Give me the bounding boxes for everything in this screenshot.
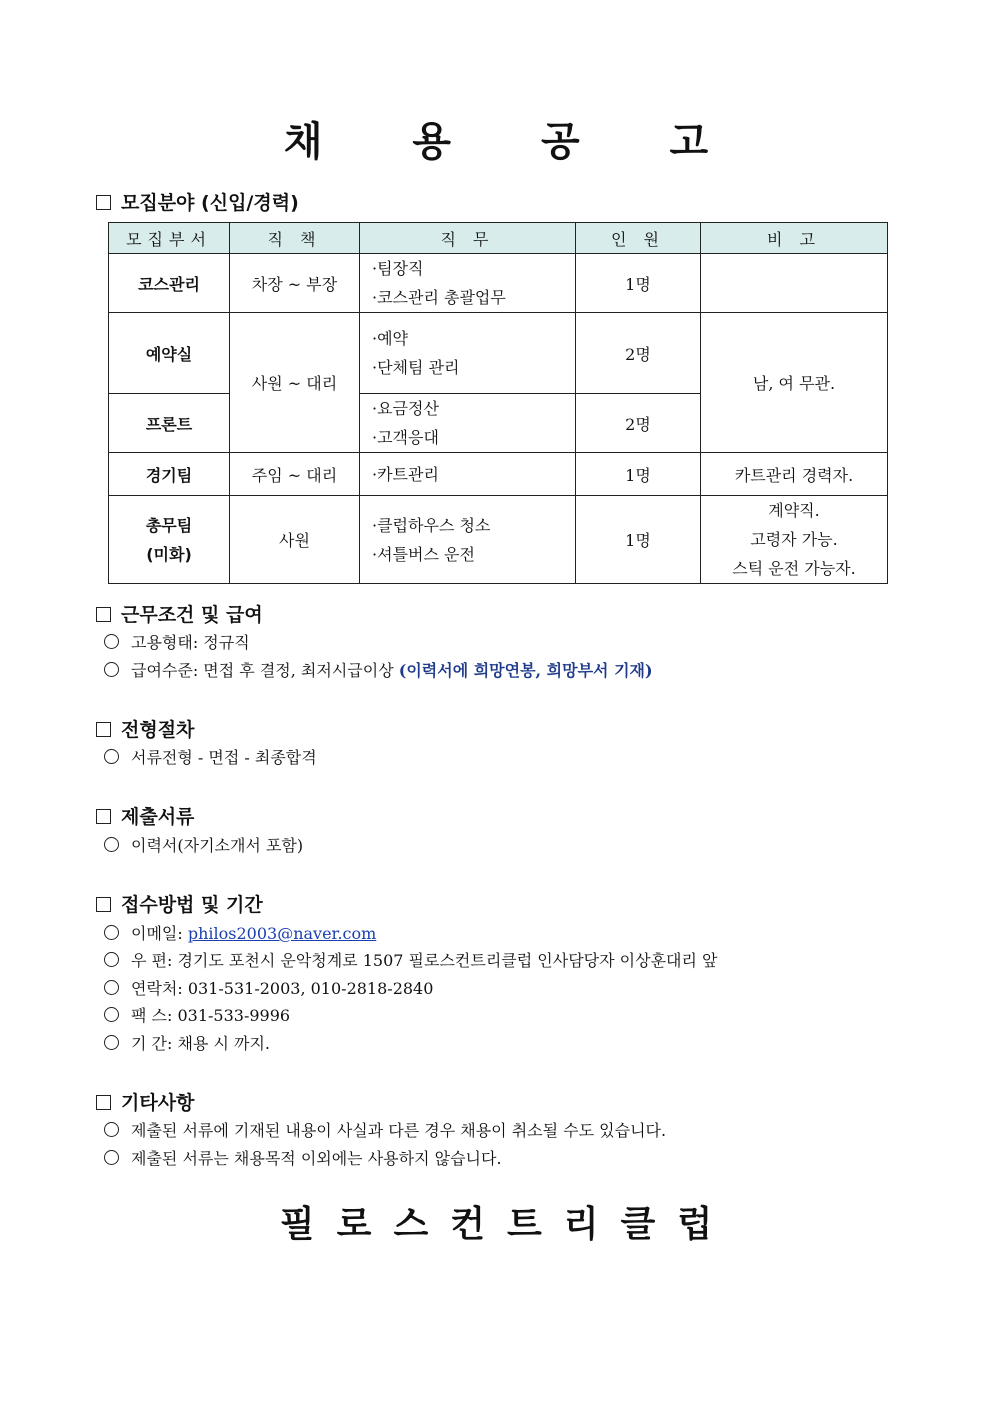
note-cell: 남, 여 무관. — [701, 313, 888, 453]
section-apply-label: 접수방법 및 기간 — [121, 894, 263, 916]
circle-bullet-icon — [104, 1122, 119, 1137]
process-text: 서류전형 - 면접 - 최종합격 — [131, 748, 317, 767]
position-cell: 사원 ~ 대리 — [230, 313, 360, 453]
email-label: 이메일: — [131, 924, 188, 943]
section-conditions-label: 근무조건 및 급여 — [121, 604, 263, 626]
circle-bullet-icon — [104, 749, 119, 764]
header-dept: 모집부서 — [109, 223, 230, 254]
section-process-heading — [96, 715, 194, 742]
circle-bullet-icon — [104, 662, 119, 677]
duty-cell — [360, 254, 576, 313]
list-item — [104, 833, 303, 856]
list-item — [104, 745, 317, 768]
circle-bullet-icon — [104, 925, 119, 940]
circle-bullet-icon — [104, 837, 119, 852]
section-apply-heading — [96, 890, 263, 917]
duty-line: ·예약 — [372, 329, 408, 348]
circle-bullet-icon — [104, 1035, 119, 1050]
count-cell: 1명 — [576, 453, 701, 496]
list-item — [104, 658, 653, 681]
list-item — [104, 976, 433, 999]
duty-line: ·셔틀버스 운전 — [372, 544, 475, 564]
section-documents-label: 제출서류 — [121, 806, 195, 828]
salary-text: 급여수준: 면접 후 결정, 최저시급이상 — [131, 661, 399, 680]
header-note: 비 고 — [701, 223, 888, 254]
duty-cell — [360, 453, 576, 496]
note-cell — [701, 496, 888, 584]
position-cell: 차장 ~ 부장 — [230, 254, 360, 313]
duty-line: ·코스관리 총괄업무 — [372, 288, 506, 307]
section-recruit-label: 모집분야 (신입/경력) — [121, 192, 299, 214]
duty-cell — [360, 313, 576, 394]
count-cell: 1명 — [576, 496, 701, 584]
page-title: 채 용 공 고 — [283, 119, 747, 165]
duty-cell — [360, 394, 576, 453]
dept-line: (미화) — [146, 544, 192, 564]
duty-line: ·요금정산 — [372, 399, 439, 418]
note-line: 스틱 운전 가능자. — [732, 559, 856, 578]
header-duty: 직 무 — [360, 223, 576, 254]
circle-bullet-icon — [104, 1007, 119, 1022]
table-row — [109, 453, 888, 496]
circle-bullet-icon — [104, 634, 119, 649]
etc-line-1: 제출된 서류에 기재된 내용이 사실과 다른 경우 채용이 취소될 수도 있습니다. — [131, 1121, 667, 1140]
checkbox-square-icon — [96, 1095, 111, 1110]
etc-line-2: 제출된 서류는 채용목적 이외에는 사용하지 않습니다. — [131, 1149, 502, 1168]
salary-note: (이력서에 희망연봉, 희망부서 기재) — [398, 661, 653, 680]
duty-line: ·카트관리 — [372, 464, 439, 484]
note-line: 고령자 가능. — [750, 530, 838, 549]
note-cell: 카트관리 경력자. — [701, 453, 888, 496]
duty-cell — [360, 496, 576, 584]
table-row — [109, 496, 888, 584]
recruit-table — [108, 222, 888, 584]
list-item — [104, 1031, 270, 1054]
list-item — [104, 630, 250, 653]
section-documents-heading — [96, 802, 194, 829]
count-cell: 1명 — [576, 254, 701, 313]
documents-text: 이력서(자기소개서 포함) — [131, 836, 304, 855]
period-text: 기 간: 채용 시 까지. — [131, 1034, 271, 1053]
checkbox-square-icon — [96, 722, 111, 737]
circle-bullet-icon — [104, 1150, 119, 1165]
list-item — [104, 1003, 290, 1026]
table-row — [109, 313, 888, 394]
phone-text: 연락처: 031-531-2003, 010-2818-2840 — [131, 979, 434, 998]
duty-line: ·클럽하우스 청소 — [372, 515, 491, 535]
list-item — [104, 1118, 666, 1141]
list-item — [104, 921, 376, 944]
count-cell: 2명 — [576, 394, 701, 453]
checkbox-square-icon — [96, 607, 111, 622]
position-cell: 주임 ~ 대리 — [230, 453, 360, 496]
company-name: 필로스컨트리클럽 — [279, 1204, 735, 1245]
employment-text: 고용형태: 정규직 — [131, 633, 250, 652]
dept-cell: 코스관리 — [109, 254, 230, 313]
list-item — [104, 1146, 502, 1169]
email-link[interactable]: philos2003@naver.com — [187, 924, 377, 943]
circle-bullet-icon — [104, 952, 119, 967]
checkbox-square-icon — [96, 809, 111, 824]
position-cell: 사원 — [230, 496, 360, 584]
section-etc-heading — [96, 1088, 194, 1115]
note-line: 계약직. — [768, 501, 820, 520]
duty-line: ·단체팀 관리 — [372, 358, 460, 377]
section-process-label: 전형절차 — [121, 719, 195, 741]
dept-cell — [109, 496, 230, 584]
duty-line: ·팀장직 — [372, 259, 424, 278]
section-etc-label: 기타사항 — [121, 1092, 195, 1114]
fax-text: 팩 스: 031-533-9996 — [131, 1006, 291, 1025]
dept-cell: 경기팀 — [109, 453, 230, 496]
dept-cell: 프론트 — [109, 394, 230, 453]
duty-line: ·고객응대 — [372, 428, 439, 447]
table-row — [109, 254, 888, 313]
checkbox-square-icon — [96, 897, 111, 912]
dept-line: 총무팀 — [145, 515, 193, 535]
dept-cell: 예약실 — [109, 313, 230, 394]
list-item — [104, 948, 717, 971]
note-cell — [701, 254, 888, 313]
checkbox-square-icon — [96, 195, 111, 210]
header-position: 직 책 — [230, 223, 360, 254]
circle-bullet-icon — [104, 980, 119, 995]
header-count: 인 원 — [576, 223, 701, 254]
table-header-row — [109, 223, 888, 254]
section-recruit-heading — [96, 188, 299, 215]
mail-text: 우 편: 경기도 포천시 운악청계로 1507 필로스컨트리클럽 인사담당자 이상훈대리 앞 — [131, 951, 718, 970]
count-cell: 2명 — [576, 313, 701, 394]
section-conditions-heading — [96, 600, 263, 627]
